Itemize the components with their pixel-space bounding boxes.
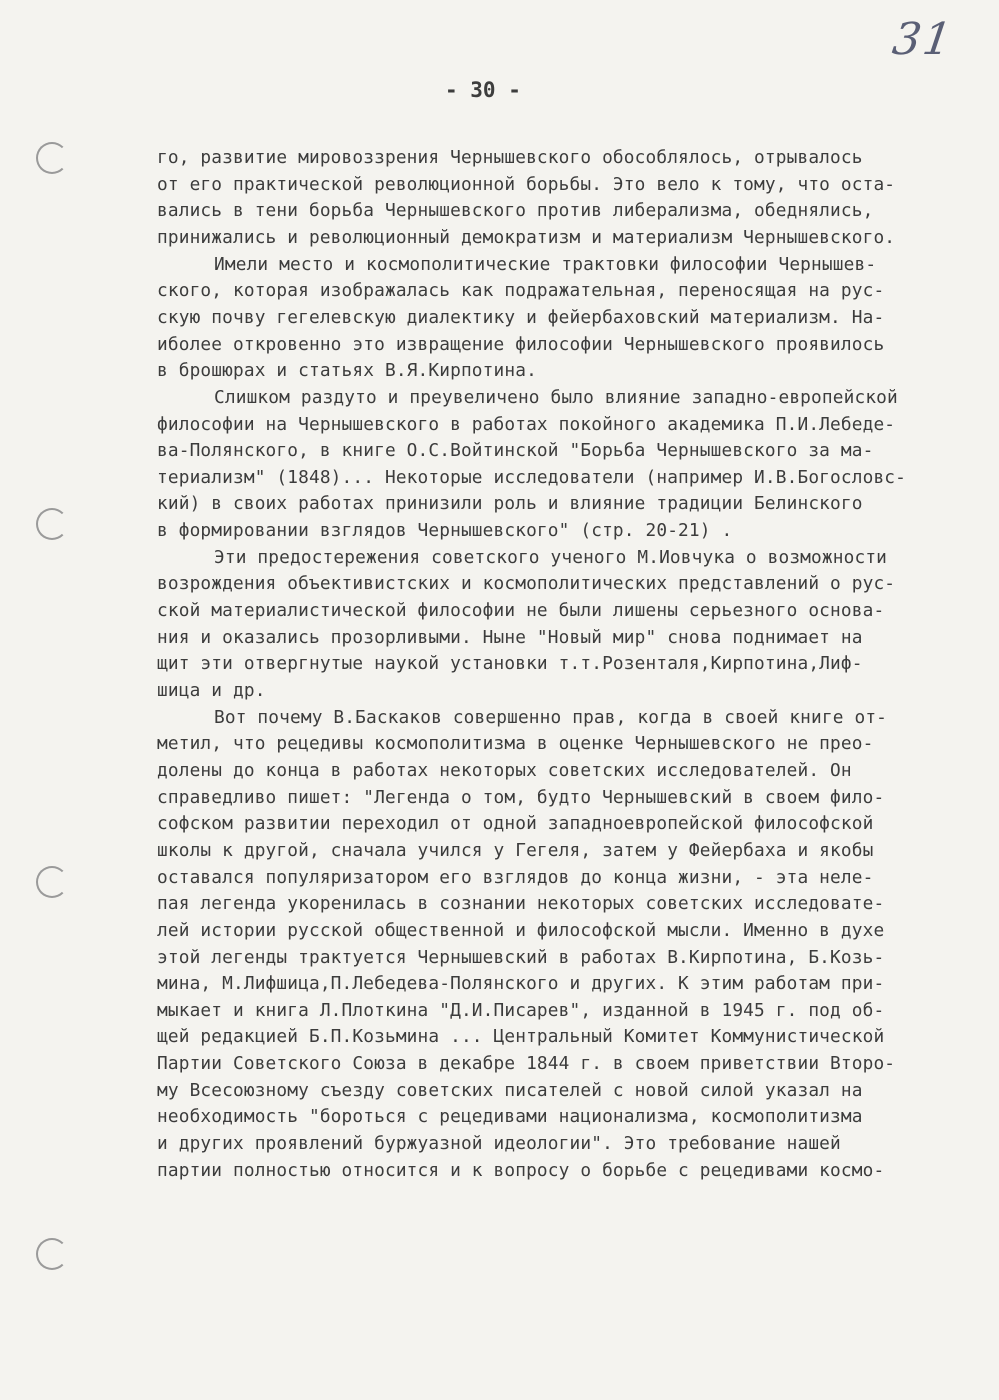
text-line: му Всесоюзному съезду советских писателей с новой силой указал на <box>157 1079 863 1101</box>
text-line: справедливо пишет: "Легенда о том, будто Чернышевский в своем фило- <box>157 786 885 808</box>
text-line: кий) в своих работах принизили роль и влияние традиции Белинского <box>157 493 863 515</box>
text-line: лей истории русской общественной и философской мысли. Именно в духе <box>157 919 885 941</box>
text-line: философии на Чернышевского в работах покойного академика П.И.Лебеде- <box>157 413 896 435</box>
text-line: Вот почему В.Баскаков совершенно прав, когда в своей книге от- <box>214 706 888 728</box>
text-line: этой легенды трактуется Чернышевский в работах В.Кирпотина, Б.Козь- <box>157 946 885 968</box>
text-line: мыкает и книга Л.Плоткина "Д.И.Писарев", изданной в 1945 г. под об- <box>157 999 885 1021</box>
text-line: шица и др. <box>157 680 266 701</box>
text-line: принижались и революционный демократизм и материализм Чернышевского. <box>157 226 896 248</box>
text-line: ния и оказались прозорливыми. Ныне "Новый мир" снова поднимает на <box>157 626 863 648</box>
text-line: и других проявлений буржуазной идеологии". Это требование нашей <box>157 1133 841 1155</box>
text-line: вались в тени борьба Чернышевского против либерализма, обеднялись, <box>157 200 874 222</box>
text-line: Имели место и космополитические трактовки философии Чернышев- <box>214 253 877 275</box>
punch-hole-2 <box>36 508 68 540</box>
text-line: ской материалистической философии не были лишены серьезного основа- <box>157 600 885 622</box>
text-line: оставался популяризатором его взглядов до конца жизни, - эта неле- <box>157 866 874 888</box>
text-line: Слишком раздуто и преувеличено было влияние западно-европейской <box>214 386 898 408</box>
text-line: необходимость "бороться с рецедивами национализма, космополитизма <box>157 1106 863 1128</box>
text-line: школы к другой, сначала учился у Гегеля, затем у Фейербаха и якобы <box>157 839 874 861</box>
text-line: партии полностью относится и к вопросу о борьбе с рецедивами космо- <box>157 1159 885 1181</box>
text-line: от его практической революционной борьбы. Это вело к тому, что оста- <box>157 173 896 195</box>
text-line: в брошюрах и статьях В.Я.Кирпотина. <box>157 360 537 382</box>
text-line: щей редакцией Б.П.Козьмина ... Центральный Комитет Коммунистической <box>157 1026 885 1048</box>
text-line: метил, что рецедивы космополитизма в оценке Чернышевского не прео- <box>157 733 874 755</box>
punch-hole-1 <box>36 142 68 174</box>
text-line: Партии Советского Союза в декабре 1844 г. в своем приветствии Второ- <box>157 1053 896 1075</box>
text-line: скую почву гегелевскую диалектику и фейербаховский материализм. На- <box>157 306 885 328</box>
text-line: Эти предостережения советского ученого М.Иовчука о возможности <box>214 546 888 568</box>
text-line: щит эти отвергнутые наукой установки т.т.Розенталя,Кирпотина,Лиф- <box>157 653 863 675</box>
text-line: териализм" (1848)... Некоторые исследователи (например И.В.Богословс- <box>157 466 907 488</box>
punch-hole-3 <box>36 866 68 898</box>
text-line: ского, которая изображалась как подражательная, переносящая на рус- <box>157 280 885 302</box>
text-line: мина, М.Лифшица,П.Лебедева-Полянского и других. К этим работам при- <box>157 973 885 995</box>
text-line: в формировании взглядов Чернышевского" (стр. 20-21) . <box>157 520 733 542</box>
text-line: го, развитие мировоззрения Чернышевского обособлялось, отрывалось <box>157 147 863 168</box>
text-line: софском развитии переходил от одной западноевропейской философской <box>157 813 874 835</box>
text-line: иболее откровенно это извращение философии Чернышевского проявилось <box>157 333 885 355</box>
text-line: ва-Полянского, в книге О.С.Войтинской "Борьба Чернышевского за ма- <box>157 440 874 462</box>
text-line: пая легенда укоренилась в сознании некоторых советских исследовате- <box>157 893 885 915</box>
handwritten-archive-number: 31 <box>889 14 957 65</box>
text-line: возрождения объективистских и космополитических представлений о рус- <box>157 573 896 595</box>
text-line: долены до конца в работах некоторых советских исследователей. Он <box>157 759 852 781</box>
page-number: - 30 - <box>445 78 521 102</box>
punch-hole-4 <box>36 1238 68 1270</box>
